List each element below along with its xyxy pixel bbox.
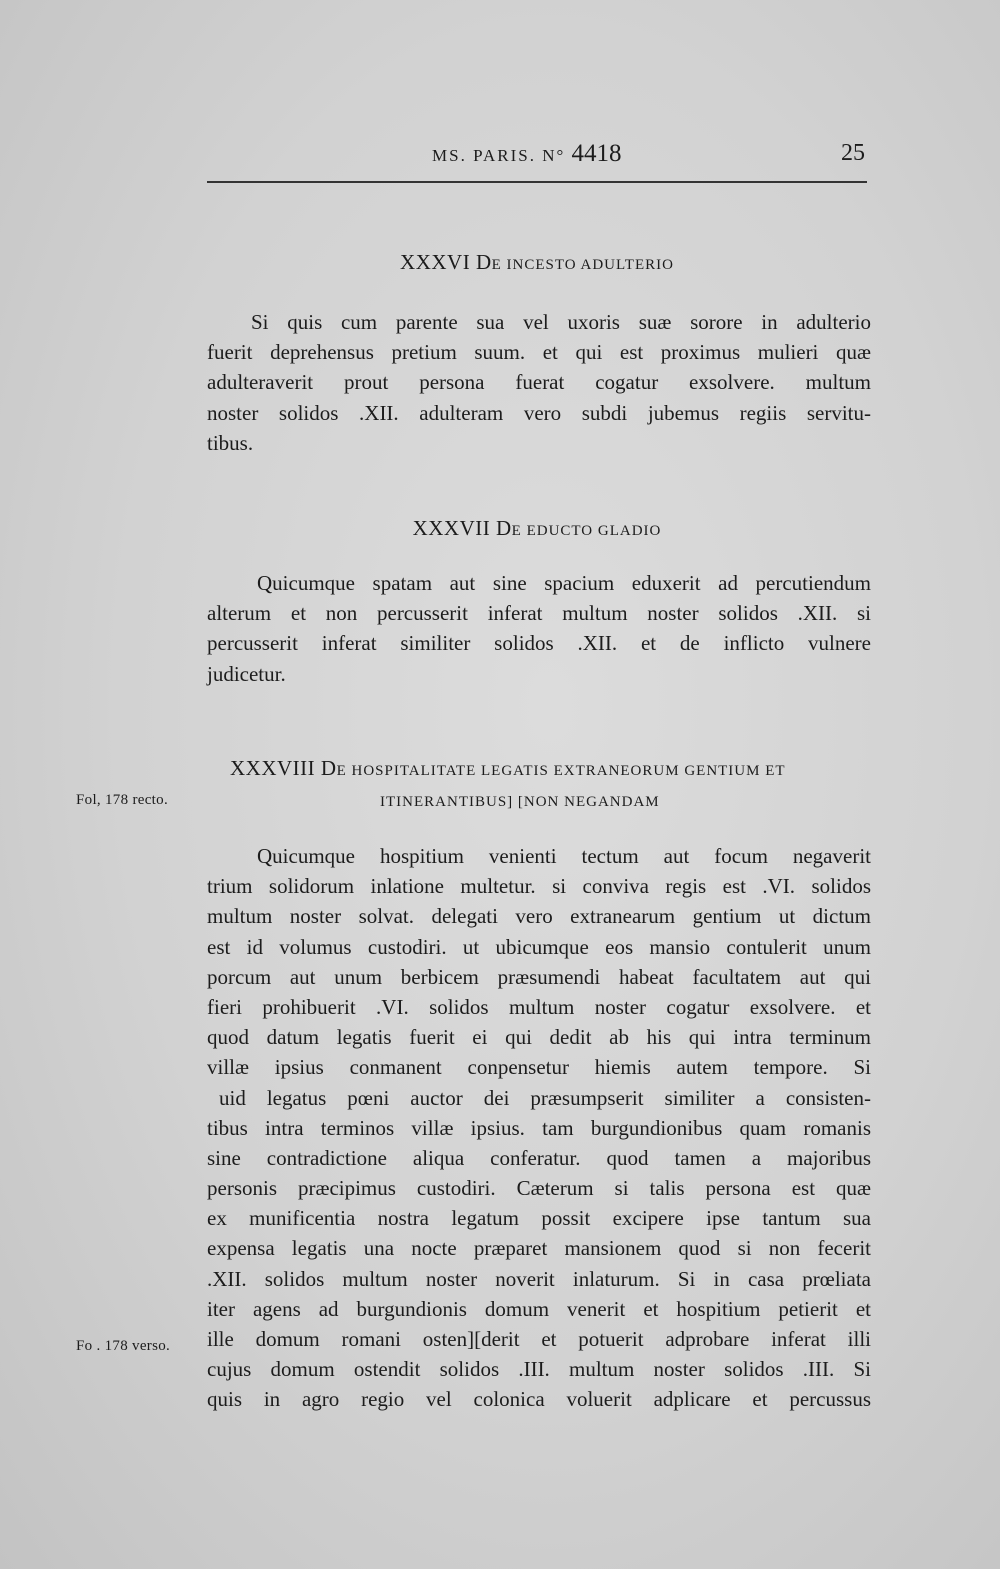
text-line: quod datum legatis fuerit ei qui dedit ab his qui intra terminum — [207, 1025, 871, 1050]
section-numeral: XXXVIII — [230, 756, 316, 780]
text-line: personis præcipimus custodiri. Cæterum si talis persona est quæ — [207, 1176, 871, 1201]
text-line: ille domum romani osten][derit et potuerit adprobare inferat illi — [207, 1327, 871, 1351]
section-numeral: XXXVII — [412, 516, 491, 540]
text-line: multum noster solvat. delegati vero extranearum gentium ut dictum — [207, 904, 871, 929]
section-title: E HOSPITALITATE LEGATIS EXTRANEORUM GENTIUM ET — [336, 763, 786, 779]
section-heading-xxxviii-line2 — [380, 787, 780, 812]
text-line: sine contradictione aliqua conferatur. quod tamen a majoribus — [207, 1145, 871, 1170]
margin-note-folio-recto: Fol, 178 recto. — [76, 792, 168, 808]
manuscript-number: 4418 — [571, 140, 622, 167]
text-line: uid legatus pœni auctor dei præsumpserit similiter a consisten- — [219, 1085, 871, 1110]
text-line: judicetur. — [207, 661, 286, 686]
section-heading-xxxviii — [230, 756, 870, 781]
text-line: adulteraverit prout persona fuerat cogatur exsolvere. multum — [207, 370, 871, 395]
text-line: noster solidos .XII. adulteram vero subdi jubemus regiis servitu- — [207, 400, 871, 425]
running-header — [207, 136, 867, 176]
text-line: fuerit deprehensus pretium suum. et qui est proximus mulieri quæ — [207, 340, 871, 365]
section-body-xxxvii — [207, 568, 871, 689]
section-heading-xxxvi — [207, 250, 867, 275]
text-line: Quicumque hospitium venienti tectum aut focum negaverit — [257, 844, 871, 868]
text-line: quis in agro regio vel colonica voluerit adplicare et percussus — [207, 1387, 871, 1412]
section-body-xxxvi — [207, 307, 871, 458]
header-rule — [207, 181, 867, 183]
section-numeral: XXXVI — [400, 250, 471, 274]
text-line: tibus intra terminos villæ ipsius. tam burgundionibus quam romanis — [207, 1115, 871, 1140]
text-line: percusserit inferat similiter solidos .XII. et de inflicto vulnere — [207, 631, 871, 656]
section-title: E INCESTO ADULTERIO — [491, 257, 674, 273]
text-line: ex munificentia nostra legatum possit excipere ipse tantum sua — [207, 1206, 871, 1231]
running-title: MS. PARIS. N° 4418 — [432, 140, 622, 167]
section-heading-xxxvii — [207, 516, 867, 541]
section-body-xxxviii — [207, 841, 871, 1415]
text-line: trium solidorum inlatione multetur. si conviva regis est .VI. solidos — [207, 874, 871, 899]
text-line: Quicumque spatam aut sine spacium eduxerit ad percutiendum — [257, 571, 871, 595]
section-title-initial: D — [475, 250, 492, 274]
section-title-initial: D — [496, 516, 512, 540]
section-title-initial: D — [320, 756, 337, 780]
text-line: villæ ipsius conmanent conpensetur hiemis autem tempore. Si — [207, 1055, 871, 1080]
text-line: iter agens ad burgundionis domum venerit et hospitium petierit et — [207, 1296, 871, 1321]
section-title: E EDUCTO GLADIO — [511, 523, 662, 539]
margin-note-folio-verso: Fo . 178 verso. — [76, 1338, 171, 1354]
text-line: porcum aut unum berbicem præsumendi habeat facultatem aut qui — [207, 964, 871, 989]
text-line: Si quis cum parente sua vel uxoris suæ sorore in adulterio — [251, 310, 871, 334]
text-line: .XII. solidos multum noster noverit inlaturum. Si in casa prœliata — [207, 1266, 871, 1291]
text-line: est id volumus custodiri. ut ubicumque eos mansio contulerit unum — [207, 934, 871, 959]
section-title-continued: ITINERANTIBUS] [NON NEGANDAM — [380, 794, 660, 810]
text-line: fieri prohibuerit .VI. solidos multum noster cogatur exsolvere. et — [207, 994, 871, 1019]
text-line: cujus domum ostendit solidos .III. multum noster solidos .III. Si — [207, 1357, 871, 1382]
page-number: 25 — [841, 140, 865, 166]
text-line: tibus. — [207, 430, 254, 455]
text-line: expensa legatis una nocte præparet mansionem quod si non fecerit — [207, 1236, 871, 1261]
text-line: alterum et non percusserit inferat multum noster solidos .XII. si — [207, 601, 871, 626]
